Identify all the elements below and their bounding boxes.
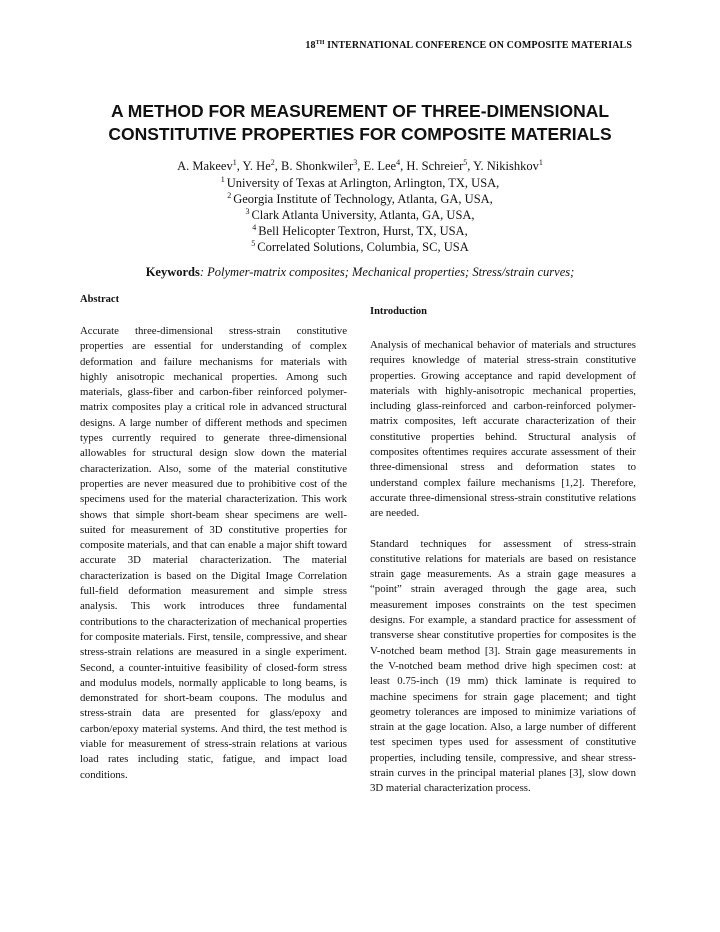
affiliation: $^3$ Clark Atlanta University, Atlanta, GA, USA, xyxy=(245,207,475,222)
author: E. Lee$^4$ xyxy=(363,158,401,173)
keywords-line xyxy=(80,265,640,280)
conference-number: 18 xyxy=(305,40,316,51)
introduction-paragraph-1: Analysis of mechanical behavior of materials and structures requires knowledge of material stress-strain constitutive properties. Growing acceptance and rapid development of materials with highly-anisotropic mechanical properties, including glass-reinforced and carbon-reinforced polymer-matrix composites, left accurate characterization of their constitutive properties behind. Structural analysis of composites oftentimes requires accurate assessment of their three-dimensional stress and deformation states to understand complex failure mechanisms [1,2]. Therefore, accurate three-dimensional stress-strain constitutive relations are needed. xyxy=(370,339,636,520)
affiliation: $^1$ University of Texas at Arlington, Arlington, TX, USA, xyxy=(220,175,500,190)
conference-name: INTERNATIONAL CONFERENCE ON COMPOSITE MATERIALS xyxy=(324,40,632,51)
introduction-heading: Introduction xyxy=(370,306,427,317)
conference-header xyxy=(0,40,720,51)
affiliation: $^4$ Bell Helicopter Textron, Hurst, TX, USA, xyxy=(252,223,468,238)
affiliation: $^2$ Georgia Institute of Technology, Atlanta, GA, USA, xyxy=(227,191,493,206)
author-list: A. Makeev$^1$, Y. He$^2$, B. Shonkwiler$^3$, E. Lee$^4$, H. Schreier$^5$, Y. Nikishkov$^1$ xyxy=(177,158,543,173)
abstract-body xyxy=(80,324,347,783)
author: Y. Nikishkov$^1$ xyxy=(473,158,543,173)
introduction-body xyxy=(370,338,636,797)
title-line-2: CONSTITUTIVE PROPERTIES FOR COMPOSITE MATERIALS xyxy=(108,124,612,144)
keywords-value: : Polymer-matrix composites; Mechanical properties; Stress/strain curves; xyxy=(199,265,575,279)
conference-ordinal: TH xyxy=(315,40,325,46)
abstract-heading: Abstract xyxy=(80,294,120,305)
author: A. Makeev$^1$ xyxy=(177,158,237,173)
introduction-paragraph-2: Standard techniques for assessment of stress-strain constitutive relations for materials are based on resistance strain gage measurements. As a strain gage measures a “point” strain averaged through the gage area, such measurement imposes constraints on the test specimen designs. For example, a standard practice for assessment of transverse shear constitutive properties for composites is the V-notched beam method [3]. Strain gage measurements in the V-notched beam method drive high specimen cost: at least 0.75-inch (19 mm) thick laminate is required to machine specimens for strain gage placement; and tight geometry tolerances are imposed to minimize variations of strain at the gage location. Also, a large number of different test specimen types used for assessment of constitutive properties, including tensile, compressive, and shear stress-strain curves in the principal material planes [3], slow down 3D material characterization process. xyxy=(370,537,636,795)
affiliation: $^5$ Correlated Solutions, Columbia, SC, USA xyxy=(251,239,469,254)
abstract-paragraph: Accurate three-dimensional stress-strain constitutive properties are essential for understanding of complex deformation and failure mechanisms for materials with highly anisotropic mechanical properties. Among such materials, glass-fiber and carbon-fiber reinforced polymer-matrix composites play a critical role in advanced structural designs. A large number of different methods and specimen types currently required to generate three-dimensional allowables for structural design slow down the material characterization. Also, some of the material constitutive properties are never measured due to prohibitive cost of the specimens used for the material characterization. This work shows that simple short-beam shear specimens are well-suited for measurement of 3D constitutive properties for composite materials, and that can enable a major shift toward accurate 3D material characterization. The material characterization is based on the Digital Image Correlation full-field deformation measurement and simple stress analysis. This work introduces three fundamental contributions to the characterization of mechanical properties for composite materials. First, tensile, compressive, and shear stress-strain relations are measured in a single experiment. Second, a counter-intuitive feasibility of closed-form stress and modulus models, normally applicable to long beams, is demonstrated for short-beam coupons. The modulus and stress-strain data are presented for glass/epoxy and carbon/epoxy material systems. And third, the test method is viable for measurement of stress-strain relations at various load rates including static, fatigue, and impact load conditions. xyxy=(80,325,347,781)
keywords-label: Keywords xyxy=(145,265,200,279)
author: H. Schreier$^5$ xyxy=(406,158,468,173)
author: Y. He$^2$ xyxy=(242,158,275,173)
author: B. Shonkwiler$^3$ xyxy=(281,158,358,173)
title-line-1: A METHOD FOR MEASUREMENT OF THREE-DIMENSIONAL xyxy=(110,101,610,121)
paper-title xyxy=(80,100,640,146)
